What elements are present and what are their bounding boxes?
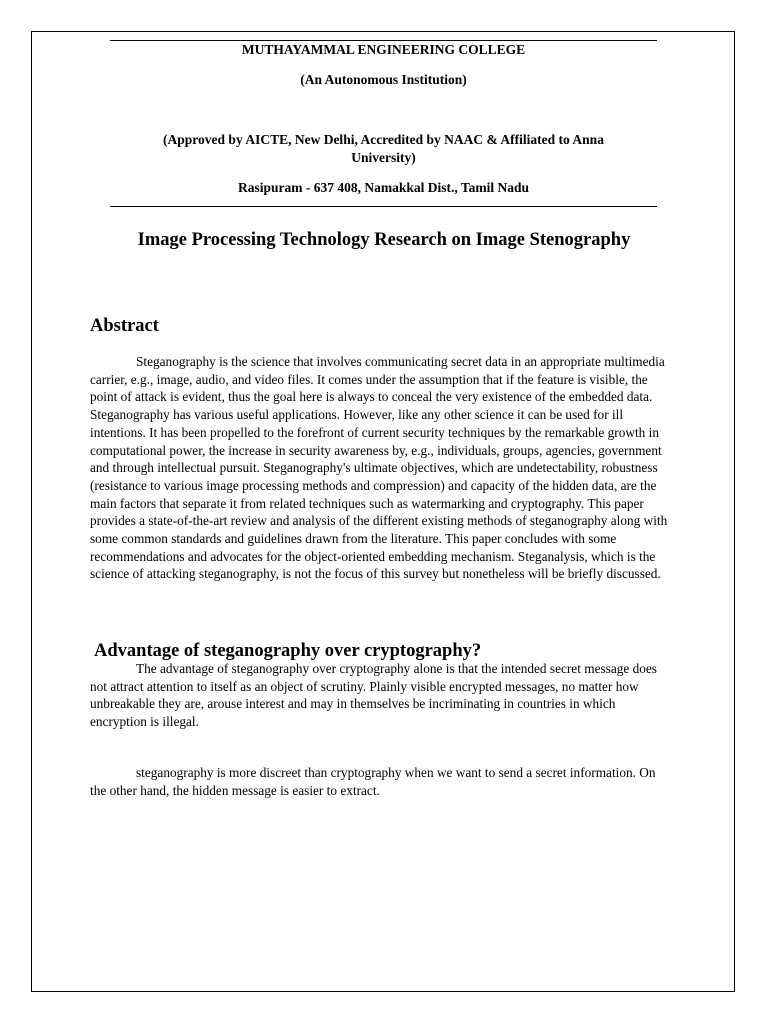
abstract-heading: Abstract — [90, 316, 159, 336]
institution-status: (An Autonomous Institution) — [300, 72, 467, 87]
address-line: Rasipuram - 637 408, Namakkal Dist., Tamil Nadu — [237, 180, 530, 195]
advantage-heading: Advantage of steganography over cryptography? — [94, 641, 482, 661]
advantage-paragraph-1: The advantage of steganography over cryptography alone is that the intended secret message does not attract attention to itself as an object of scrutiny. Plainly visible encrypted messages, no matter how unbreakable they are, arouse interest and may in themselves be incriminating in countries in which encryption is illegal. — [90, 661, 657, 730]
paper-title: Image Processing Technology Research on Image Stenography — [137, 230, 631, 250]
advantage-paragraph-2: steganography is more discreet than cryptography when we want to send a secret information. On the other hand, the hidden message is easier to extract. — [90, 765, 656, 798]
college-name: MUTHAYAMMAL ENGINEERING COLLEGE — [241, 42, 526, 57]
header-bottom-rule — [110, 206, 657, 207]
approval-line: (Approved by AICTE, New Delhi, Accredited by NAAC & Affiliated to Anna University) — [163, 132, 604, 165]
abstract-text: Steganography is the science that involves communicating secret data in an appropriate multimedia carrier, e.g., image, audio, and video files. It comes under the assumption that if the feature is visible, the point of attack is evident, thus the goal here is always to conceal the very existence of the embedded data. Steganography has various useful applications. However, like any other science it can be used for ill intentions. It has been propelled to the forefront of current security techniques by the remarkable growth in computational power, the increase in security awareness by, e.g., individuals, groups, agencies, government and through intellectual pursuit. Steganography's ultimate objectives, which are undetectability, robustness (resistance to various image processing methods and compression) and capacity of the hidden data, are the main factors that separate it from related techniques such as watermarking and cryptography. This paper provides a state-of-the-art review and analysis of the different existing methods of steganography along with some common standards and guidelines drawn from the literature. This paper concludes with some recommendations and advocates for the object-oriented embedding mechanism. Steganalysis, which is the science of attacking steganography, is not the focus of this survey but nonetheless will be briefly discussed. — [90, 354, 668, 582]
